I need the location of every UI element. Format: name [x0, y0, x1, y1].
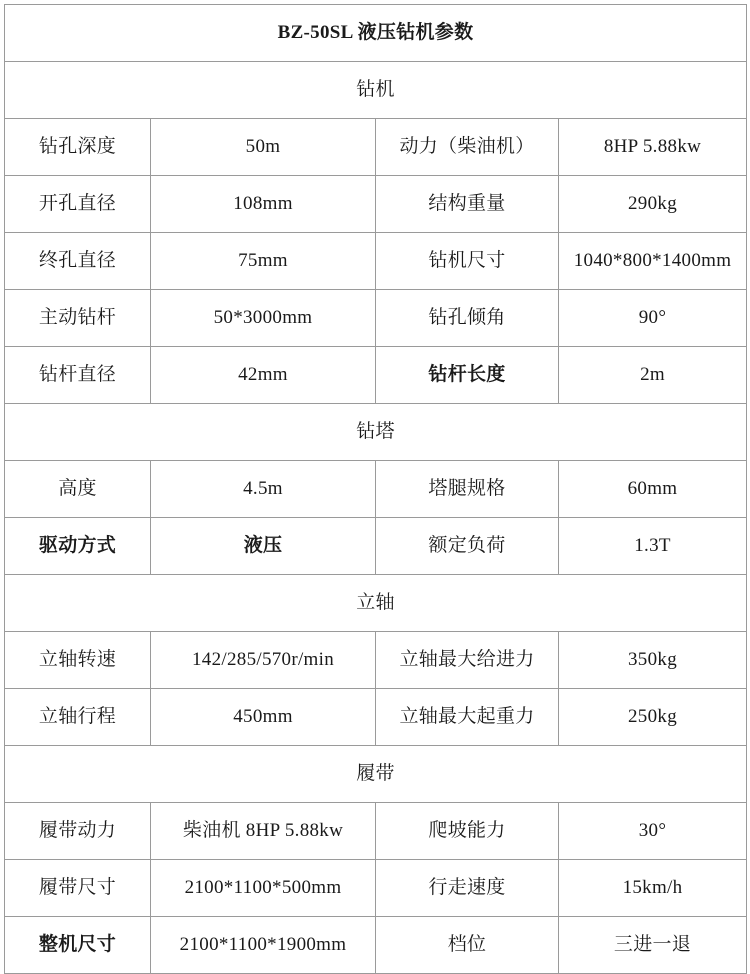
table-row — [5, 119, 747, 176]
row-label: 主动钻杆 — [5, 290, 151, 347]
row-label-2: 钻机尺寸 — [376, 233, 559, 290]
row-value-2: 30° — [559, 803, 747, 860]
row-value-2: 1040*800*1400mm — [559, 233, 747, 290]
table-row-section — [5, 62, 747, 119]
row-value-2: 290kg — [559, 176, 747, 233]
page-title: BZ-50SL 液压钻机参数 — [5, 5, 747, 62]
row-label-2: 钻孔倾角 — [376, 290, 559, 347]
section-header-drill-rig: 钻机 — [5, 62, 747, 119]
row-value: 50*3000mm — [151, 290, 376, 347]
section-header-derrick: 钻塔 — [5, 404, 747, 461]
row-value-2: 60mm — [559, 461, 747, 518]
row-value-2: 350kg — [559, 632, 747, 689]
row-label-2: 立轴最大给进力 — [376, 632, 559, 689]
table-row — [5, 233, 747, 290]
table-row — [5, 176, 747, 233]
row-label-2: 额定负荷 — [376, 518, 559, 575]
table-row — [5, 461, 747, 518]
row-value: 4.5m — [151, 461, 376, 518]
row-label: 立轴行程 — [5, 689, 151, 746]
row-value: 2100*1100*1900mm — [151, 917, 376, 974]
row-label: 钻杆直径 — [5, 347, 151, 404]
table-row — [5, 917, 747, 974]
row-value: 75mm — [151, 233, 376, 290]
row-label-2: 结构重量 — [376, 176, 559, 233]
row-value: 142/285/570r/min — [151, 632, 376, 689]
row-label-2: 钻杆长度 — [376, 347, 559, 404]
row-value: 50m — [151, 119, 376, 176]
row-label: 履带尺寸 — [5, 860, 151, 917]
table-row — [5, 347, 747, 404]
row-label: 驱动方式 — [5, 518, 151, 575]
specification-table — [4, 4, 747, 974]
row-label-2: 塔腿规格 — [376, 461, 559, 518]
row-label: 终孔直径 — [5, 233, 151, 290]
table-row — [5, 290, 747, 347]
row-label-2: 爬坡能力 — [376, 803, 559, 860]
row-label-2: 立轴最大起重力 — [376, 689, 559, 746]
row-value: 2100*1100*500mm — [151, 860, 376, 917]
row-value: 108mm — [151, 176, 376, 233]
row-label: 钻孔深度 — [5, 119, 151, 176]
row-label-2: 行走速度 — [376, 860, 559, 917]
row-value-2: 15km/h — [559, 860, 747, 917]
row-value-2: 2m — [559, 347, 747, 404]
row-label-2: 档位 — [376, 917, 559, 974]
row-label: 履带动力 — [5, 803, 151, 860]
row-label: 整机尺寸 — [5, 917, 151, 974]
row-value: 柴油机 8HP 5.88kw — [151, 803, 376, 860]
table-row-title — [5, 5, 747, 62]
section-header-crawler: 履带 — [5, 746, 747, 803]
table-row — [5, 689, 747, 746]
row-value: 液压 — [151, 518, 376, 575]
table-row-section — [5, 746, 747, 803]
table-row-section — [5, 404, 747, 461]
row-value-2: 90° — [559, 290, 747, 347]
row-label: 开孔直径 — [5, 176, 151, 233]
table-row — [5, 803, 747, 860]
table-row — [5, 632, 747, 689]
row-value-2: 三进一退 — [559, 917, 747, 974]
row-label-2: 动力（柴油机） — [376, 119, 559, 176]
table-row — [5, 860, 747, 917]
row-value-2: 8HP 5.88kw — [559, 119, 747, 176]
row-value-2: 1.3T — [559, 518, 747, 575]
section-header-spindle: 立轴 — [5, 575, 747, 632]
table-row-section — [5, 575, 747, 632]
row-value: 42mm — [151, 347, 376, 404]
row-label: 高度 — [5, 461, 151, 518]
row-value-2: 250kg — [559, 689, 747, 746]
row-label: 立轴转速 — [5, 632, 151, 689]
table-row — [5, 518, 747, 575]
row-value: 450mm — [151, 689, 376, 746]
